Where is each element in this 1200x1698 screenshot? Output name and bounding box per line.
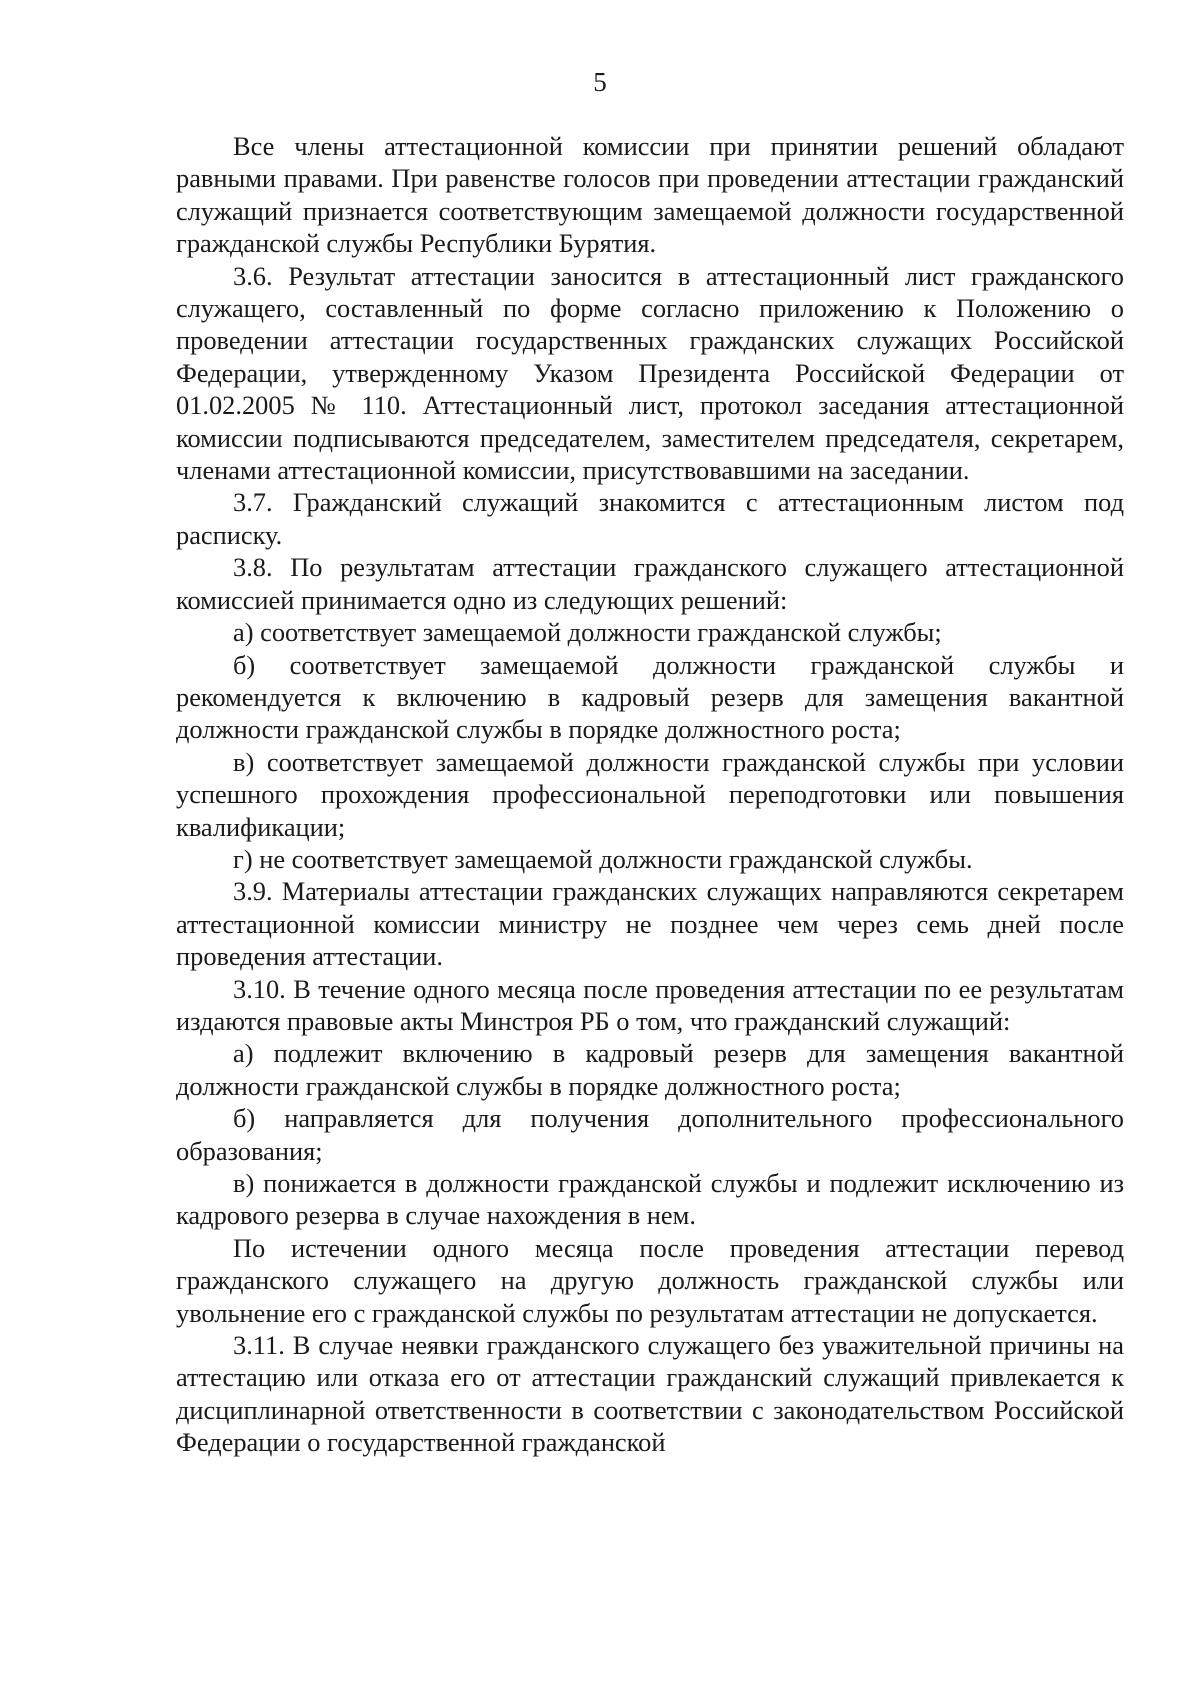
paragraph-3-9: 3.9. Материалы аттестации гражданских служащих направляются секретарем аттестационной комиссии министру не позднее чем через семь дней после проведения аттестации.: [176, 876, 1124, 972]
paragraph-3-8-g: г) не соответствует замещаемой должности гражданской службы.: [233, 843, 973, 874]
paragraph-3-6: 3.6. Результат аттестации заносится в аттестационный лист гражданского служащего, составленный по форме согласно приложению к Положению о проведении аттестации государственных гражданских служащих Российской Федерации, утвержденному Указом Президента Российской Федерации от 01.02.2005 № 110. Аттестационный лист, протокол заседания аттестационной комиссии подписываются председателем, заместителем председателя, секретарем, членами аттестационной комиссии, присутствовавшими на заседании.: [176, 260, 1124, 486]
paragraph-3-8-b: б) соответствует замещаемой должности гражданской службы и рекомендуется к включению в кадровый резерв для замещения вакантной должности гражданской службы в порядке должностного роста;: [176, 649, 1124, 745]
paragraph-3-8-a: а) соответствует замещаемой должности гражданской службы;: [233, 617, 942, 648]
page-number: 5: [593, 67, 607, 97]
paragraph-equal-rights: Все члены аттестационной комиссии при принятии решений обладают равными правами. При равенстве голосов при проведении аттестации гражданский служащий признается соответствующим замещаемой должности государственной гражданской службы Республики Бурятия.: [176, 131, 1124, 259]
paragraph-3-8: 3.8. По результатам аттестации гражданского служащего аттестационной комиссией принимается одно из следующих решений:: [176, 552, 1124, 615]
paragraph-3-10-a: а) подлежит включению в кадровый резерв для замещения вакантной должности гражданской службы в порядке должностного роста;: [176, 1038, 1124, 1101]
paragraph-3-10-b: б) направляется для получения дополнительного профессионального образования;: [176, 1103, 1124, 1166]
paragraph-3-11: 3.11. В случае неявки гражданского служащего без уважительной причины на аттестацию или отказа его от аттестации гражданский служащий привлекается к дисциплинарной ответственности в соответствии с законодательством Российской Федерации о государственной гражданской: [176, 1330, 1124, 1458]
paragraph-3-10: 3.10. В течение одного месяца после проведения аттестации по ее результатам издаются правовые акты Минстроя РБ о том, что гражданский служащий:: [176, 973, 1124, 1036]
paragraph-transfer-restriction: По истечении одного месяца после проведения аттестации перевод гражданского служащего на другую должность гражданской службы или увольнение его с гражданской службы по результатам аттестации не допускается.: [176, 1232, 1124, 1328]
document-body: [176, 130, 1124, 1459]
paragraph-3-8-v: в) соответствует замещаемой должности гражданской службы при условии успешного прохождения профессиональной переподготовки или повышения квалификации;: [176, 746, 1124, 842]
paragraph-3-10-v: в) понижается в должности гражданской службы и подлежит исключению из кадрового резерва в случае нахождения в нем.: [176, 1168, 1124, 1231]
paragraph-3-7: 3.7. Гражданский служащий знакомится с аттестационным листом под расписку.: [176, 487, 1124, 550]
